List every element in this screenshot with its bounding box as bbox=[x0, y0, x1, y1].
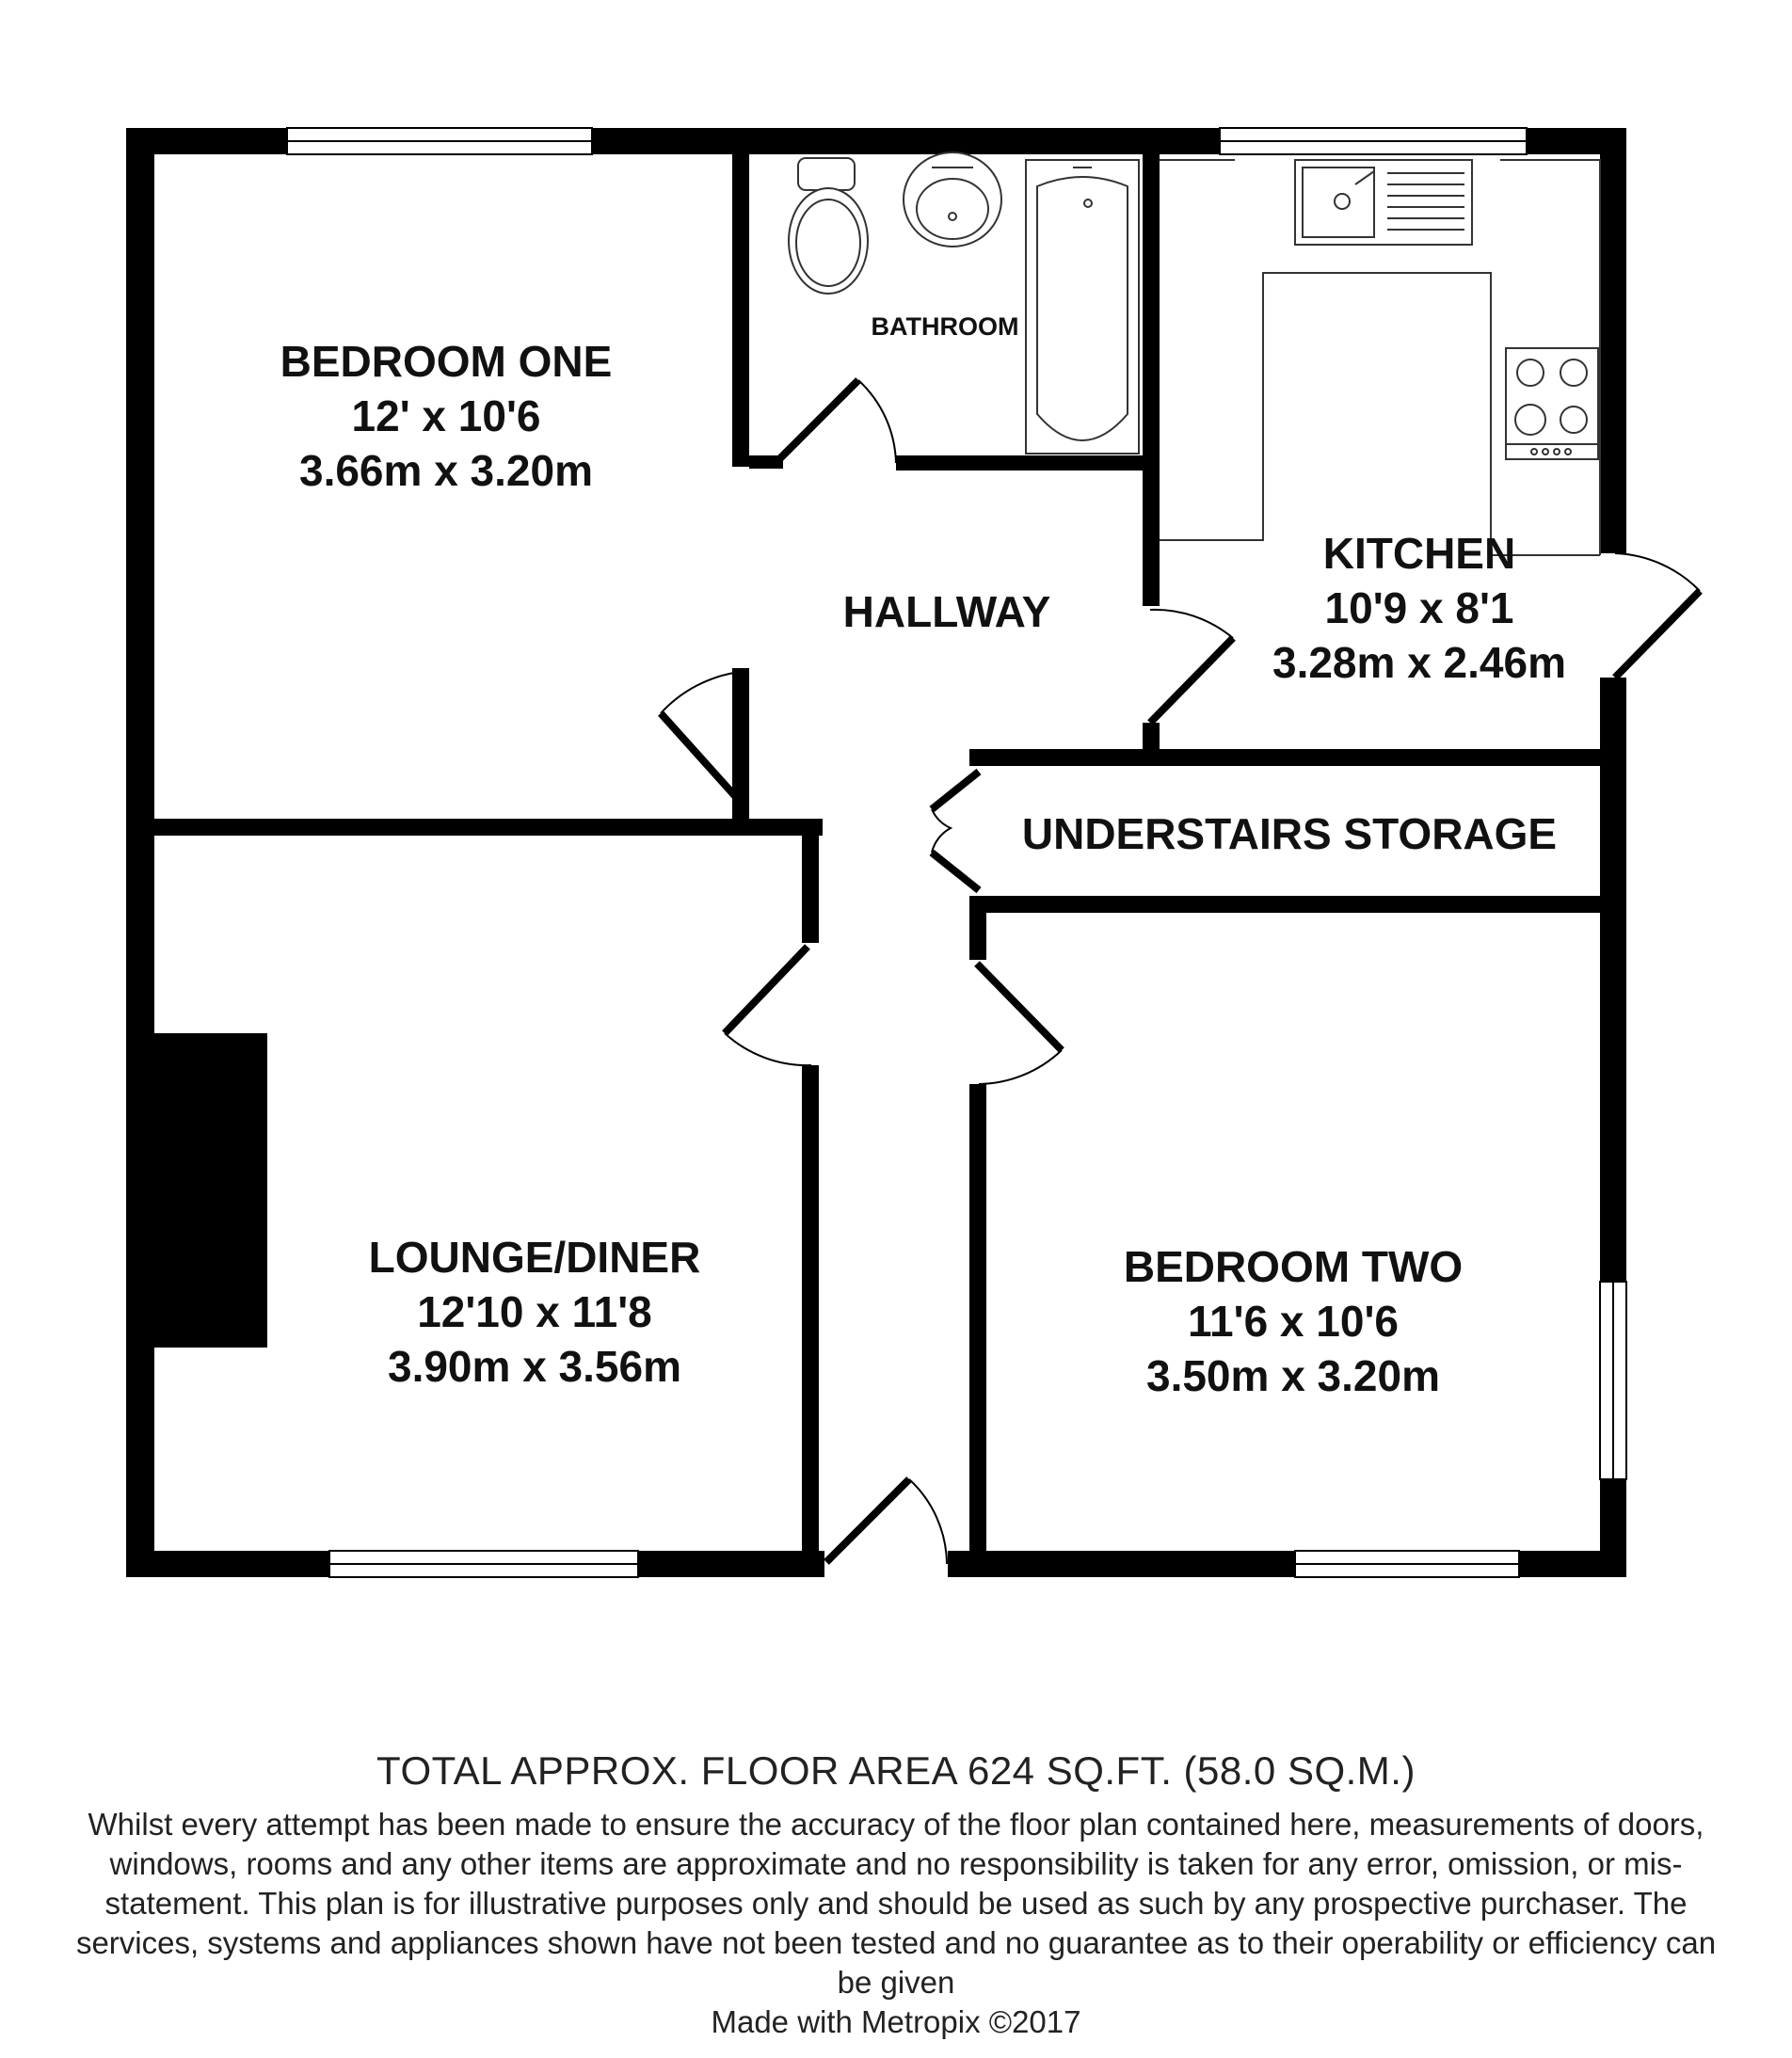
wall-kitchen-storage bbox=[969, 749, 1600, 766]
wall-bed1-hall-upper bbox=[732, 154, 749, 467]
chimney-breast bbox=[154, 1033, 267, 1348]
wall-bed2-hall-upper bbox=[969, 903, 986, 960]
hob-icon bbox=[1506, 348, 1598, 459]
wall-bed2-hall-lower bbox=[969, 1084, 986, 1577]
window-bedroom-two-side bbox=[1600, 1282, 1626, 1479]
bathroom-name: BATHROOM bbox=[871, 312, 1019, 341]
hallway-name: HALLWAY bbox=[842, 587, 1051, 636]
wall-lounge-hall-lower bbox=[802, 1065, 819, 1577]
bedroom-one-metric: 3.66m x 3.20m bbox=[298, 446, 594, 495]
wall-lounge-hall-upper bbox=[802, 819, 819, 943]
door-bedroom-two bbox=[977, 964, 1062, 1084]
toilet-icon bbox=[789, 158, 868, 294]
bath-icon bbox=[1026, 160, 1139, 454]
lounge-name: LOUNGE/DINER bbox=[368, 1233, 701, 1282]
sink-icon bbox=[1295, 160, 1472, 245]
bedroom-two-imperial: 11'6 x 10'6 bbox=[1188, 1297, 1399, 1346]
window-bedroom-two-bottom bbox=[1295, 1551, 1519, 1577]
door-front bbox=[826, 1479, 947, 1564]
bedroom-two-name: BEDROOM TWO bbox=[1123, 1242, 1464, 1291]
credit-text: Made with Metropix ©2017 bbox=[711, 2004, 1081, 2039]
lounge-metric: 3.90m x 3.56m bbox=[387, 1342, 682, 1391]
door-kitchen bbox=[1150, 610, 1233, 723]
window-lounge bbox=[329, 1551, 638, 1577]
door-lounge bbox=[725, 947, 811, 1065]
wall-storage-bed2 bbox=[969, 896, 1600, 913]
wall-bath-kitchen bbox=[1143, 154, 1160, 606]
kitchen-metric: 3.28m x 2.46m bbox=[1272, 638, 1567, 687]
door-bathroom bbox=[776, 380, 896, 463]
kitchen-imperial: 10'9 x 8'1 bbox=[1324, 583, 1514, 632]
bedroom-two-metric: 3.50m x 3.20m bbox=[1145, 1351, 1441, 1400]
wall-left bbox=[126, 128, 154, 1577]
wall-bath-hall bbox=[896, 455, 1156, 471]
wall-bottom-right bbox=[948, 1551, 1626, 1577]
wall-right-upper bbox=[1600, 128, 1626, 553]
window-kitchen bbox=[1220, 128, 1527, 154]
disclaimer-text: Whilst every attempt has been made to ensure the accuracy of the floor plan contained here, measurements of doors, windows, rooms and any other items are approximate and no responsibility is taken for any error, omission, or mis-statement. This plan is for illustrative purposes only and should be used as such by any prospective purchaser. The services, systems and appliances shown have not been tested and no guarantee as to their operability or efficiency can be given bbox=[75, 1807, 1717, 2000]
basin-icon bbox=[904, 152, 1001, 247]
bedroom-one-name: BEDROOM ONE bbox=[280, 337, 613, 386]
kitchen-name: KITCHEN bbox=[1322, 529, 1516, 578]
bedroom-one-imperial: 12' x 10'6 bbox=[351, 391, 541, 440]
door-storage bbox=[932, 772, 979, 890]
wall-bed1-hall-lower bbox=[732, 668, 749, 836]
door-kitchen-external bbox=[1615, 553, 1700, 678]
bathroom-fixtures bbox=[789, 152, 1139, 454]
lounge-imperial: 12'10 x 11'8 bbox=[417, 1287, 652, 1336]
storage-name: UNDERSTAIRS STORAGE bbox=[1021, 809, 1558, 858]
kitchen-fixtures bbox=[1160, 160, 1600, 555]
wall-bed1-lounge bbox=[126, 819, 823, 836]
door-bedroom-one bbox=[661, 672, 744, 806]
window-bedroom-one bbox=[287, 128, 592, 154]
wall-storage-left-top bbox=[969, 749, 986, 766]
total-floor-area: TOTAL APPROX. FLOOR AREA 624 SQ.FT. (58.0 SQ.M.) bbox=[376, 1748, 1416, 1793]
room-labels bbox=[280, 312, 1566, 1400]
